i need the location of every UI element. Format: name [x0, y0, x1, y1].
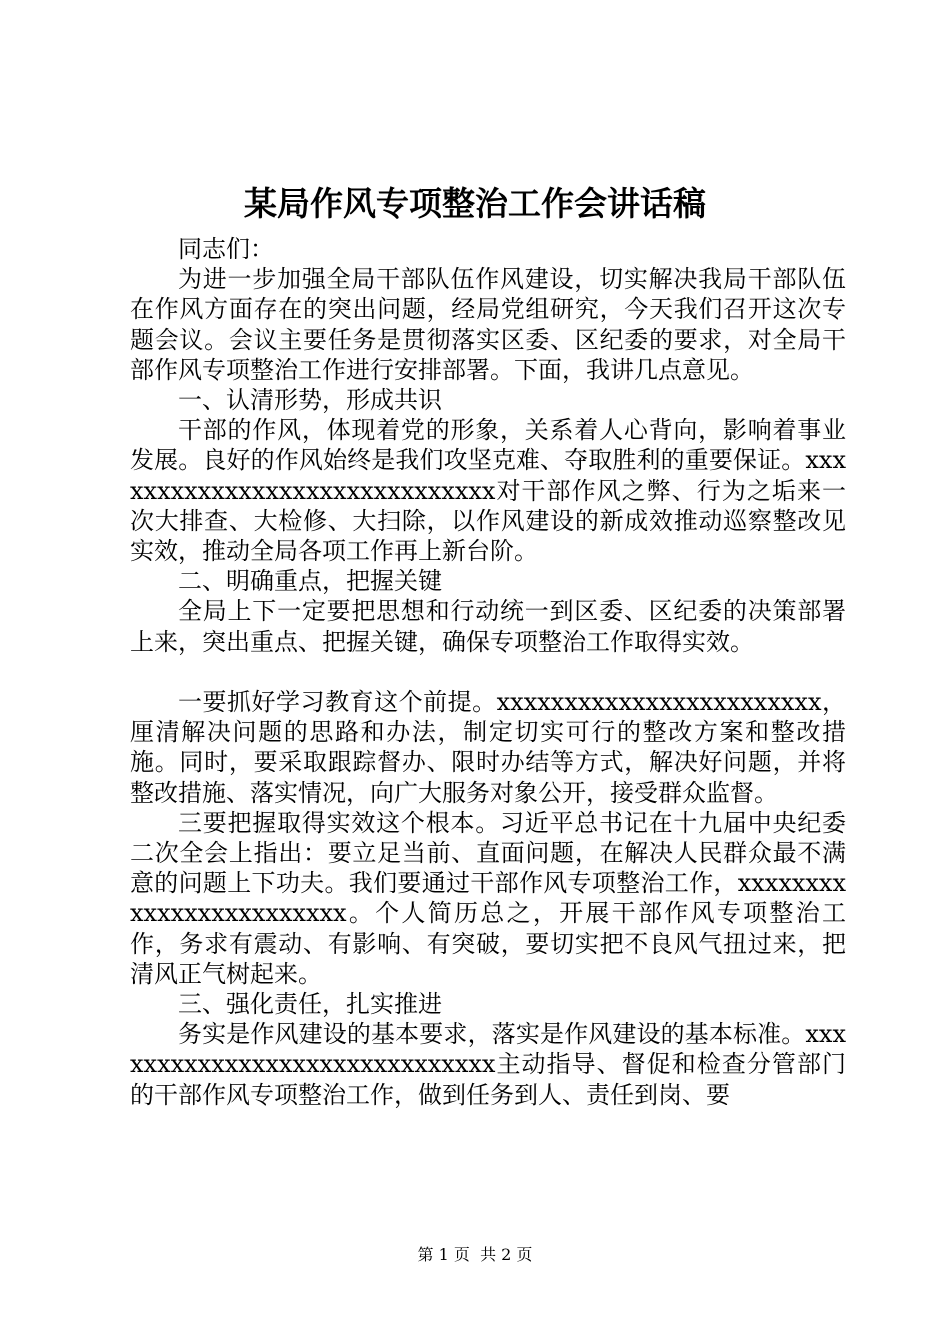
point-1-paragraph: 一要抓好学习教育这个前提。xxxxxxxxxxxxxxxxxxxxxxxx，厘清解决问题的思路和办法，制定切实可行的整改方案和整改措施。同时，要采取跟踪督办、限时办结等方式，解决好问题，并将整改措施、落实情况，向广大服务对象公开，接受群众监督。 [130, 688, 846, 807]
section-heading-3: 三、强化责任，扎实推进 [178, 990, 442, 1019]
section-3-paragraph: 务实是作风建设的基本要求，落实是作风建设的基本标准。xxxxxxxxxxxxxxxxxxxxxxxxxxxxxx主动指导、督促和检查分管部门的干部作风专项整治工作，做到任务到人、责任到岗、要 [130, 1020, 846, 1109]
section-1-paragraph: 干部的作风，体现着党的形象，关系着人心背向，影响着事业发展。良好的作风始终是我们攻坚克难、夺取胜利的重要保证。xxxxxxxxxxxxxxxxxxxxxxxxxxxxxx对干部作风之弊、行为之垢来一次大排查、大检修、大扫除，以作风建设的新成效推动巡察整改见实效，推动全局各项工作再上新台阶。 [130, 416, 846, 566]
intro-paragraph: 为进一步加强全局干部队伍作风建设，切实解决我局干部队伍在作风方面存在的突出问题，经局党组研究，今天我们召开这次专题会议。会议主要任务是贯彻落实区委、区纪委的要求，对全局干部作风专项整治工作进行安排部署。下面，我讲几点意见。 [130, 265, 846, 384]
section-heading-2: 二、明确重点，把握关键 [178, 567, 442, 596]
section-heading-1: 一、认清形势，形成共识 [178, 386, 442, 415]
document-body [130, 234, 846, 1110]
salutation-paragraph: 同志们： [178, 235, 274, 263]
page-number-label: 第 1 页 共 2 页 [417, 1245, 533, 1264]
document-title: 某局作风专项整治工作会讲话稿 [244, 184, 706, 223]
point-3-paragraph: 三要把握取得实效这个根本。习近平总书记在十九届中央纪委二次全会上指出：要立足当前、直面问题，在解决人民群众最不满意的问题上下功夫。我们要通过干部作风专项整治工作，xxxxxxxxxxxxxxxxxxxxxxxx。个人简历总之，开展干部作风专项整治工作，务求有震动、有影响、有突破，要切实把不良风气扭过来，把清风正气树起来。 [130, 808, 846, 988]
section-2-paragraph: 全局上下一定要把思想和行动统一到区委、区纪委的决策部署上来，突出重点、把握关键，确保专项整治工作取得实效。 [130, 597, 846, 656]
page-footer [0, 1244, 950, 1266]
